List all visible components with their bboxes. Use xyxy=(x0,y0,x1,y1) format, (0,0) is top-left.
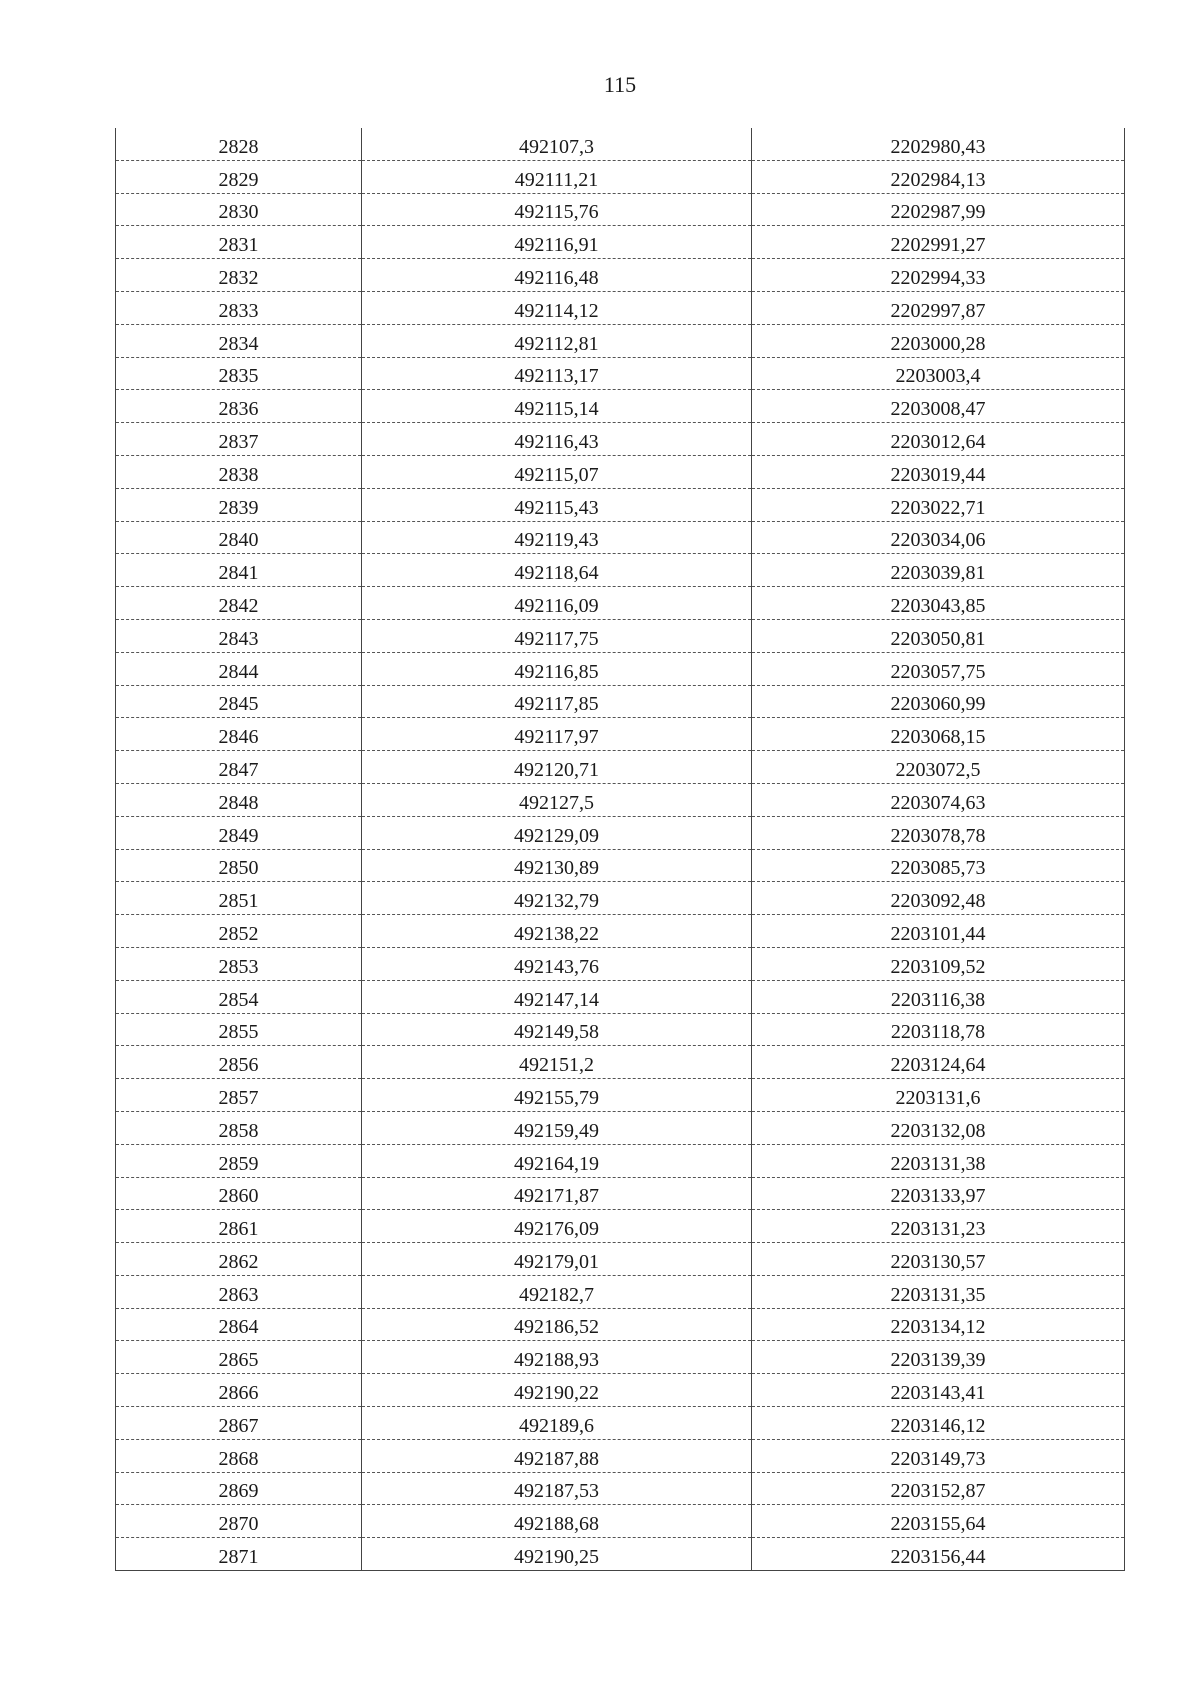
y-coordinate-cell: 2203085,73 xyxy=(752,849,1125,882)
table-row xyxy=(116,160,1125,193)
x-coordinate-cell: 492179,01 xyxy=(362,1243,752,1276)
y-coordinate-cell: 2203124,64 xyxy=(752,1046,1125,1079)
table-row xyxy=(116,1439,1125,1472)
x-coordinate-cell: 492116,85 xyxy=(362,652,752,685)
point-number-cell: 2871 xyxy=(116,1538,362,1571)
x-coordinate-cell: 492176,09 xyxy=(362,1210,752,1243)
y-coordinate-cell: 2203022,71 xyxy=(752,488,1125,521)
table-row xyxy=(116,357,1125,390)
y-coordinate-cell: 2203092,48 xyxy=(752,882,1125,915)
table-row xyxy=(116,324,1125,357)
x-coordinate-cell: 492149,58 xyxy=(362,1013,752,1046)
table-row xyxy=(116,1275,1125,1308)
point-number-cell: 2832 xyxy=(116,259,362,292)
table-row xyxy=(116,1013,1125,1046)
table-row xyxy=(116,652,1125,685)
y-coordinate-cell: 2203019,44 xyxy=(752,455,1125,488)
x-coordinate-cell: 492107,3 xyxy=(362,128,752,160)
table-row xyxy=(116,554,1125,587)
table-row xyxy=(116,1374,1125,1407)
x-coordinate-cell: 492129,09 xyxy=(362,816,752,849)
table-row xyxy=(116,1243,1125,1276)
y-coordinate-cell: 2203133,97 xyxy=(752,1177,1125,1210)
point-number-cell: 2859 xyxy=(116,1144,362,1177)
x-coordinate-cell: 492112,81 xyxy=(362,324,752,357)
table-row xyxy=(116,259,1125,292)
point-number-cell: 2828 xyxy=(116,128,362,160)
table-row xyxy=(116,1046,1125,1079)
x-coordinate-cell: 492130,89 xyxy=(362,849,752,882)
table-row xyxy=(116,1505,1125,1538)
table-row xyxy=(116,455,1125,488)
table-row xyxy=(116,816,1125,849)
x-coordinate-cell: 492186,52 xyxy=(362,1308,752,1341)
y-coordinate-cell: 2203043,85 xyxy=(752,587,1125,620)
y-coordinate-cell: 2202980,43 xyxy=(752,128,1125,160)
x-coordinate-cell: 492182,7 xyxy=(362,1275,752,1308)
point-number-cell: 2862 xyxy=(116,1243,362,1276)
table-row xyxy=(116,1079,1125,1112)
x-coordinate-cell: 492143,76 xyxy=(362,947,752,980)
point-number-cell: 2864 xyxy=(116,1308,362,1341)
y-coordinate-cell: 2203074,63 xyxy=(752,783,1125,816)
table-row xyxy=(116,193,1125,226)
y-coordinate-cell: 2203139,39 xyxy=(752,1341,1125,1374)
y-coordinate-cell: 2203012,64 xyxy=(752,423,1125,456)
table-row xyxy=(116,1177,1125,1210)
point-number-cell: 2851 xyxy=(116,882,362,915)
x-coordinate-cell: 492189,6 xyxy=(362,1407,752,1440)
table-row xyxy=(116,390,1125,423)
y-coordinate-cell: 2202991,27 xyxy=(752,226,1125,259)
x-coordinate-cell: 492115,76 xyxy=(362,193,752,226)
coordinates-table-body xyxy=(116,128,1125,1571)
x-coordinate-cell: 492190,22 xyxy=(362,1374,752,1407)
point-number-cell: 2830 xyxy=(116,193,362,226)
x-coordinate-cell: 492151,2 xyxy=(362,1046,752,1079)
point-number-cell: 2852 xyxy=(116,915,362,948)
point-number-cell: 2838 xyxy=(116,455,362,488)
x-coordinate-cell: 492147,14 xyxy=(362,980,752,1013)
x-coordinate-cell: 492118,64 xyxy=(362,554,752,587)
table-row xyxy=(116,685,1125,718)
x-coordinate-cell: 492111,21 xyxy=(362,160,752,193)
table-row xyxy=(116,1111,1125,1144)
y-coordinate-cell: 2203034,06 xyxy=(752,521,1125,554)
point-number-cell: 2868 xyxy=(116,1439,362,1472)
x-coordinate-cell: 492116,91 xyxy=(362,226,752,259)
coordinates-table xyxy=(115,128,1125,1571)
y-coordinate-cell: 2203116,38 xyxy=(752,980,1125,1013)
y-coordinate-cell: 2203131,23 xyxy=(752,1210,1125,1243)
y-coordinate-cell: 2203050,81 xyxy=(752,619,1125,652)
x-coordinate-cell: 492132,79 xyxy=(362,882,752,915)
point-number-cell: 2858 xyxy=(116,1111,362,1144)
point-number-cell: 2843 xyxy=(116,619,362,652)
y-coordinate-cell: 2203143,41 xyxy=(752,1374,1125,1407)
point-number-cell: 2842 xyxy=(116,587,362,620)
x-coordinate-cell: 492127,5 xyxy=(362,783,752,816)
point-number-cell: 2839 xyxy=(116,488,362,521)
x-coordinate-cell: 492171,87 xyxy=(362,1177,752,1210)
y-coordinate-cell: 2203131,35 xyxy=(752,1275,1125,1308)
y-coordinate-cell: 2203152,87 xyxy=(752,1472,1125,1505)
y-coordinate-cell: 2203118,78 xyxy=(752,1013,1125,1046)
x-coordinate-cell: 492159,49 xyxy=(362,1111,752,1144)
table-row xyxy=(116,488,1125,521)
x-coordinate-cell: 492187,53 xyxy=(362,1472,752,1505)
table-row xyxy=(116,718,1125,751)
y-coordinate-cell: 2203109,52 xyxy=(752,947,1125,980)
point-number-cell: 2841 xyxy=(116,554,362,587)
y-coordinate-cell: 2203149,73 xyxy=(752,1439,1125,1472)
table-row xyxy=(116,947,1125,980)
x-coordinate-cell: 492117,97 xyxy=(362,718,752,751)
x-coordinate-cell: 492113,17 xyxy=(362,357,752,390)
table-row xyxy=(116,1538,1125,1571)
y-coordinate-cell: 2203072,5 xyxy=(752,751,1125,784)
point-number-cell: 2847 xyxy=(116,751,362,784)
table-row xyxy=(116,619,1125,652)
x-coordinate-cell: 492116,09 xyxy=(362,587,752,620)
x-coordinate-cell: 492119,43 xyxy=(362,521,752,554)
point-number-cell: 2861 xyxy=(116,1210,362,1243)
y-coordinate-cell: 2202987,99 xyxy=(752,193,1125,226)
y-coordinate-cell: 2203060,99 xyxy=(752,685,1125,718)
y-coordinate-cell: 2203008,47 xyxy=(752,390,1125,423)
table-row xyxy=(116,587,1125,620)
point-number-cell: 2869 xyxy=(116,1472,362,1505)
point-number-cell: 2833 xyxy=(116,291,362,324)
table-row xyxy=(116,291,1125,324)
x-coordinate-cell: 492114,12 xyxy=(362,291,752,324)
point-number-cell: 2831 xyxy=(116,226,362,259)
table-row xyxy=(116,783,1125,816)
table-row xyxy=(116,915,1125,948)
y-coordinate-cell: 2203057,75 xyxy=(752,652,1125,685)
y-coordinate-cell: 2203130,57 xyxy=(752,1243,1125,1276)
table-row xyxy=(116,751,1125,784)
point-number-cell: 2840 xyxy=(116,521,362,554)
point-number-cell: 2849 xyxy=(116,816,362,849)
x-coordinate-cell: 492116,48 xyxy=(362,259,752,292)
x-coordinate-cell: 492120,71 xyxy=(362,751,752,784)
x-coordinate-cell: 492115,43 xyxy=(362,488,752,521)
point-number-cell: 2837 xyxy=(116,423,362,456)
point-number-cell: 2853 xyxy=(116,947,362,980)
table-row xyxy=(116,423,1125,456)
x-coordinate-cell: 492155,79 xyxy=(362,1079,752,1112)
point-number-cell: 2870 xyxy=(116,1505,362,1538)
table-row xyxy=(116,1210,1125,1243)
table-row xyxy=(116,1341,1125,1374)
point-number-cell: 2865 xyxy=(116,1341,362,1374)
x-coordinate-cell: 492187,88 xyxy=(362,1439,752,1472)
y-coordinate-cell: 2203000,28 xyxy=(752,324,1125,357)
x-coordinate-cell: 492115,14 xyxy=(362,390,752,423)
y-coordinate-cell: 2203134,12 xyxy=(752,1308,1125,1341)
y-coordinate-cell: 2203068,15 xyxy=(752,718,1125,751)
y-coordinate-cell: 2202994,33 xyxy=(752,259,1125,292)
table-row xyxy=(116,980,1125,1013)
table-row xyxy=(116,1472,1125,1505)
point-number-cell: 2845 xyxy=(116,685,362,718)
y-coordinate-cell: 2202997,87 xyxy=(752,291,1125,324)
point-number-cell: 2855 xyxy=(116,1013,362,1046)
point-number-cell: 2854 xyxy=(116,980,362,1013)
point-number-cell: 2867 xyxy=(116,1407,362,1440)
table-row xyxy=(116,849,1125,882)
point-number-cell: 2844 xyxy=(116,652,362,685)
point-number-cell: 2863 xyxy=(116,1275,362,1308)
y-coordinate-cell: 2203132,08 xyxy=(752,1111,1125,1144)
point-number-cell: 2846 xyxy=(116,718,362,751)
page-number: 115 xyxy=(603,72,637,97)
table-row xyxy=(116,1407,1125,1440)
point-number-cell: 2857 xyxy=(116,1079,362,1112)
table-row xyxy=(116,882,1125,915)
point-number-cell: 2829 xyxy=(116,160,362,193)
y-coordinate-cell: 2203101,44 xyxy=(752,915,1125,948)
x-coordinate-cell: 492115,07 xyxy=(362,455,752,488)
table-row xyxy=(116,128,1125,160)
table-row xyxy=(116,1308,1125,1341)
x-coordinate-cell: 492117,75 xyxy=(362,619,752,652)
table-row xyxy=(116,521,1125,554)
table-row xyxy=(116,226,1125,259)
x-coordinate-cell: 492117,85 xyxy=(362,685,752,718)
y-coordinate-cell: 2203131,6 xyxy=(752,1079,1125,1112)
y-coordinate-cell: 2203039,81 xyxy=(752,554,1125,587)
y-coordinate-cell: 2203131,38 xyxy=(752,1144,1125,1177)
y-coordinate-cell: 2203078,78 xyxy=(752,816,1125,849)
x-coordinate-cell: 492188,93 xyxy=(362,1341,752,1374)
point-number-cell: 2834 xyxy=(116,324,362,357)
y-coordinate-cell: 2203156,44 xyxy=(752,1538,1125,1571)
point-number-cell: 2836 xyxy=(116,390,362,423)
point-number-cell: 2848 xyxy=(116,783,362,816)
y-coordinate-cell: 2202984,13 xyxy=(752,160,1125,193)
point-number-cell: 2850 xyxy=(116,849,362,882)
point-number-cell: 2860 xyxy=(116,1177,362,1210)
point-number-cell: 2856 xyxy=(116,1046,362,1079)
y-coordinate-cell: 2203003,4 xyxy=(752,357,1125,390)
x-coordinate-cell: 492190,25 xyxy=(362,1538,752,1571)
x-coordinate-cell: 492164,19 xyxy=(362,1144,752,1177)
y-coordinate-cell: 2203155,64 xyxy=(752,1505,1125,1538)
point-number-cell: 2835 xyxy=(116,357,362,390)
table-row xyxy=(116,1144,1125,1177)
point-number-cell: 2866 xyxy=(116,1374,362,1407)
x-coordinate-cell: 492116,43 xyxy=(362,423,752,456)
y-coordinate-cell: 2203146,12 xyxy=(752,1407,1125,1440)
x-coordinate-cell: 492188,68 xyxy=(362,1505,752,1538)
x-coordinate-cell: 492138,22 xyxy=(362,915,752,948)
